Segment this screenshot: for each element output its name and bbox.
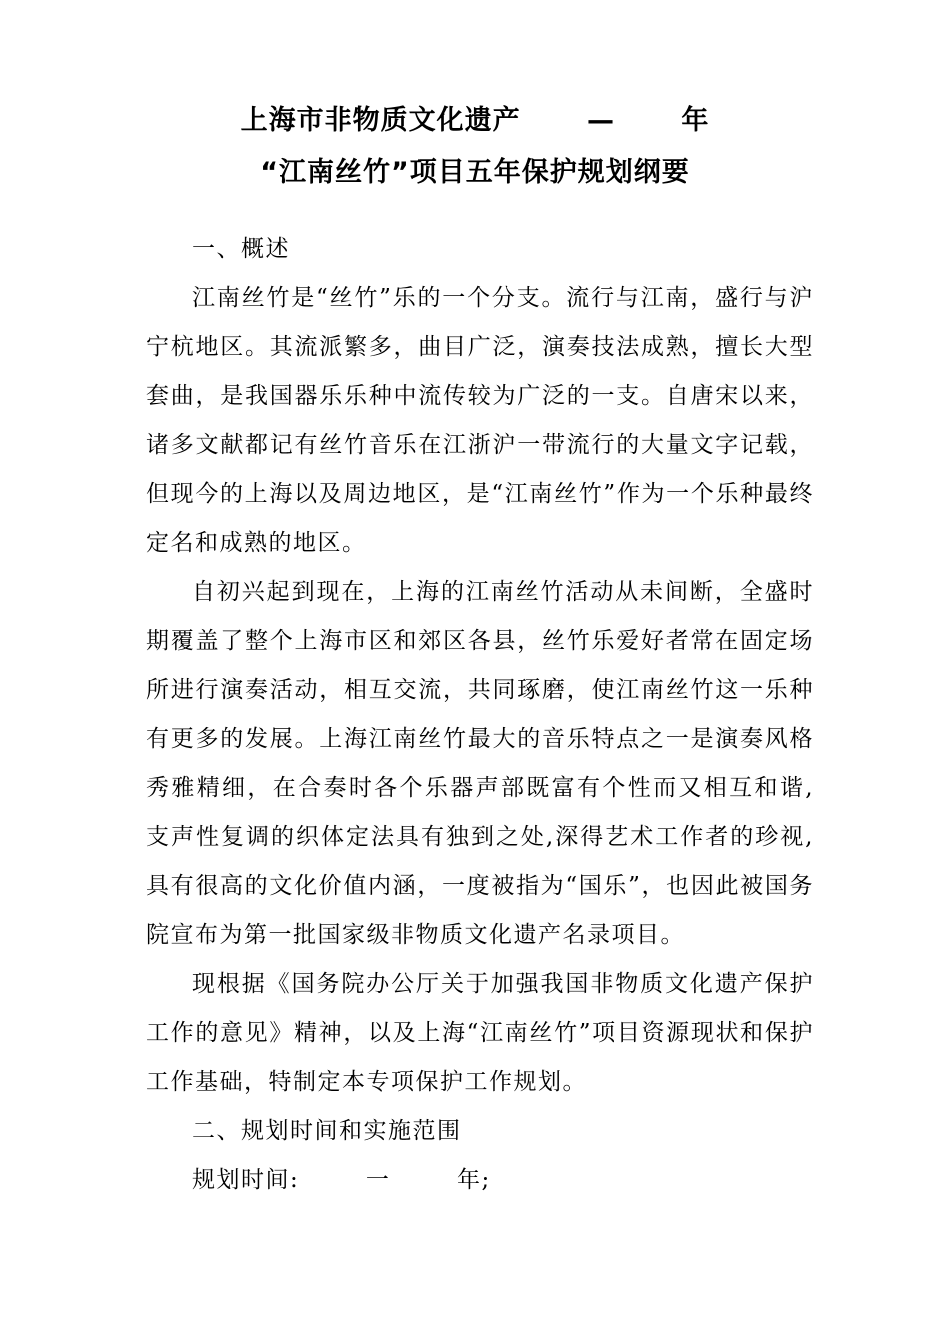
section2-heading: 二、规划时间和实施范围: [192, 1118, 462, 1144]
document-title-line1: 上海市非物质文化遗产 — 年: [240, 105, 710, 136]
paragraph-2: 自初兴起到现在，上海的江南丝竹活动从未间断，全盛时期覆盖了整个上海市区和郊区各县，丝竹乐爱好者常在固定场所进行演奏活动，相互交流，共同琢磨，使江南丝竹这一乐种有更多的发展。上海江南丝竹最大的音乐特点之一是演奏风格秀雅精细，在合奏时各个乐器声部既富有个性而又相互和谐,支声性复调的织体定法具有独到之处,深得艺术工作者的珍视,具有很高的文化价值内涵，一度被指为“国乐”，也因此被国务院宣布为第一批国家级非物质文化遗产名录项目。: [146, 579, 814, 948]
section1-heading: 一、概述: [192, 236, 290, 262]
paragraph-1: 江南丝竹是“丝竹”乐的一个分支。流行与江南，盛行与沪宁杭地区。其流派繁多，曲目广泛，演奏技法成熟，擅长大型套曲，是我国器乐乐种中流传较为广泛的一支。自唐宋以来，诸多文献都记有丝竹音乐在江浙沪一带流行的大量文字记载，但现今的上海以及周边地区，是“江南丝竹”作为一个乐种最终定名和成熟的地区。: [146, 285, 814, 556]
paragraph-3: 现根据《国务院办公厅关于加强我国非物质文化遗产保护工作的意见》精神，以及上海“江南丝竹”项目资源现状和保护工作基础，特制定本专项保护工作规划。: [146, 971, 814, 1095]
document-title-line2: “江南丝竹”项目五年保护规划纲要: [260, 157, 690, 188]
document-body: [146, 225, 814, 1205]
plan-time: 规划时间: 一 年;: [192, 1167, 491, 1193]
